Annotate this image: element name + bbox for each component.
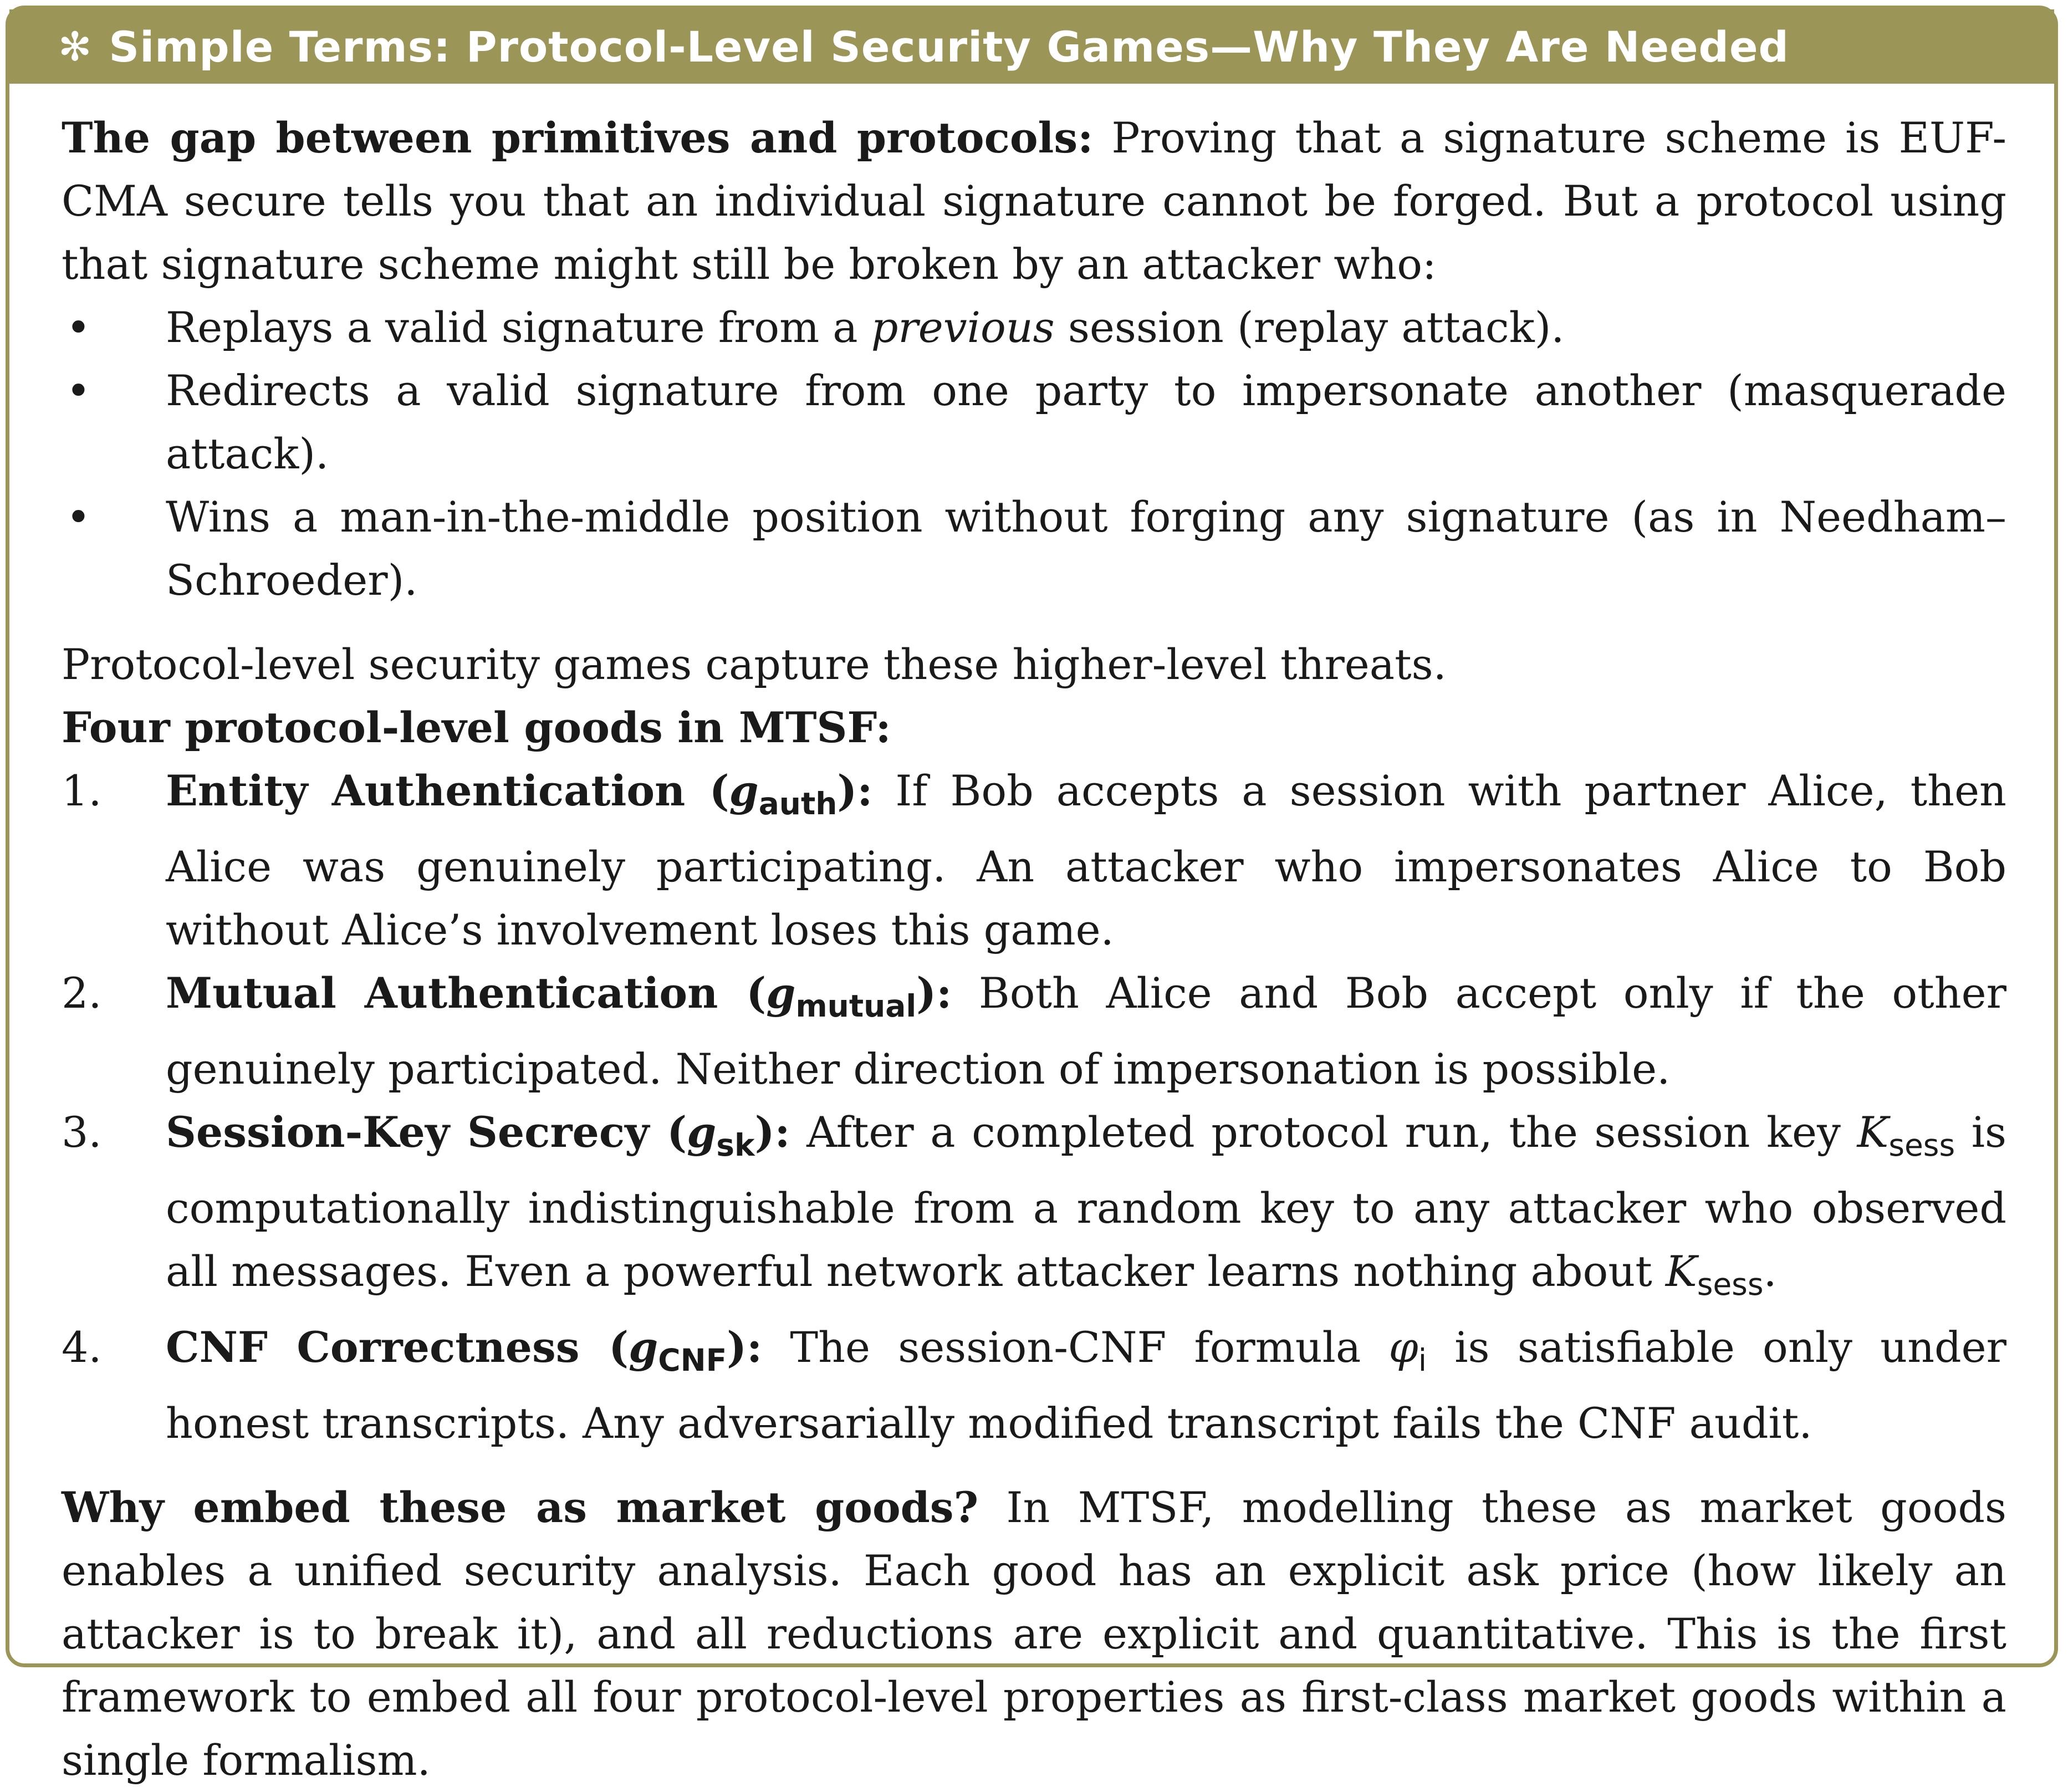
closing-text: In MTSF, modelling these as market goods enables a unified security analysis. Each good has an explicit ask price (how likely an attacker is to break it), and all reductions are explicit and quantitative. This is the first framework to embed all four protocol-level properties as first-class market goods within a single formalism. <box>62 1483 2006 1785</box>
asterisk-icon: ✻ <box>58 23 93 70</box>
list-item <box>62 759 2006 962</box>
bullet-text: session (replay attack). <box>1054 303 1565 352</box>
box-title: Simple Terms: Protocol-Level Security Games—Why They Are Needed <box>109 22 1789 72</box>
item-number: 2. <box>62 968 102 1018</box>
good-name: CNF Correctness $(g_{CNF})$: <box>166 1323 763 1378</box>
good-description: After a completed protocol run, the session key $K_{sess}$ is computationally indistinguishable from a random key to any attacker who observed all messages. Even a powerful network attacker learns nothing about $K_{sess}$. <box>166 1107 2007 1302</box>
good-description: The session-CNF formula $\varphi_i$ is satisfiable only under honest transcripts. Any adversarially modified transcript fails the CNF audit. <box>166 1323 2006 1448</box>
bullet-text: Wins a man-in-the-middle position without forging any signature (as in Needham–Schroeder). <box>166 492 2006 605</box>
good-description: If Bob accepts a session with partner Alice, then Alice was genuinely participating. An attacker who impersonates Alice to Bob without Alice’s involvement loses this game. <box>166 766 2006 954</box>
item-number: 4. <box>62 1323 102 1372</box>
bullet-marker: • <box>66 492 91 542</box>
box-content <box>62 106 2006 1792</box>
bullet-text: Redirects a valid signature from one party to impersonate another (masquerade attack). <box>166 366 2006 478</box>
closing-lead: Why embed these as market goods? <box>62 1483 979 1532</box>
good-name: Mutual Authentication $(g_{mutual})$: <box>166 968 952 1024</box>
good-name: Session-Key Secrecy $(g_{sk})$: <box>166 1107 790 1163</box>
bullet-marker: • <box>66 366 91 415</box>
item-number: 3. <box>62 1107 102 1157</box>
intro-paragraph <box>62 106 2006 296</box>
intro-text: Proving that a signature scheme is EUF-CMA secure tells you that an individual signature cannot be forged. But a protocol using that signature scheme might still be broken by an attacker who: <box>62 113 2007 289</box>
goods-heading: Four protocol-level goods in MTSF: <box>62 703 891 752</box>
bullet-emphasis: previous <box>871 303 1055 352</box>
box-header <box>9 9 2054 84</box>
closing-paragraph <box>62 1476 2006 1792</box>
list-item <box>62 359 2006 486</box>
list-item <box>62 1316 2006 1455</box>
list-item <box>62 486 2006 612</box>
list-item <box>62 296 2006 359</box>
list-item <box>62 962 2006 1101</box>
bullet-marker: • <box>66 303 91 352</box>
list-item <box>62 1101 2006 1316</box>
bullet-text: Replays a valid signature from a <box>166 303 871 352</box>
good-name: Entity Authentication $(g_{auth})$: <box>166 766 873 821</box>
threat-list <box>62 296 2006 612</box>
good-description: Both Alice and Bob accept only if the other genuinely participated. Neither direction of impersonation is possible. <box>166 968 2006 1094</box>
goods-list <box>62 759 2006 1455</box>
item-number: 1. <box>62 766 102 815</box>
capture-paragraph: Protocol-level security games capture these higher-level threats. <box>62 640 1447 689</box>
info-box <box>6 6 2058 1785</box>
intro-lead: The gap between primitives and protocols: <box>62 113 1094 162</box>
